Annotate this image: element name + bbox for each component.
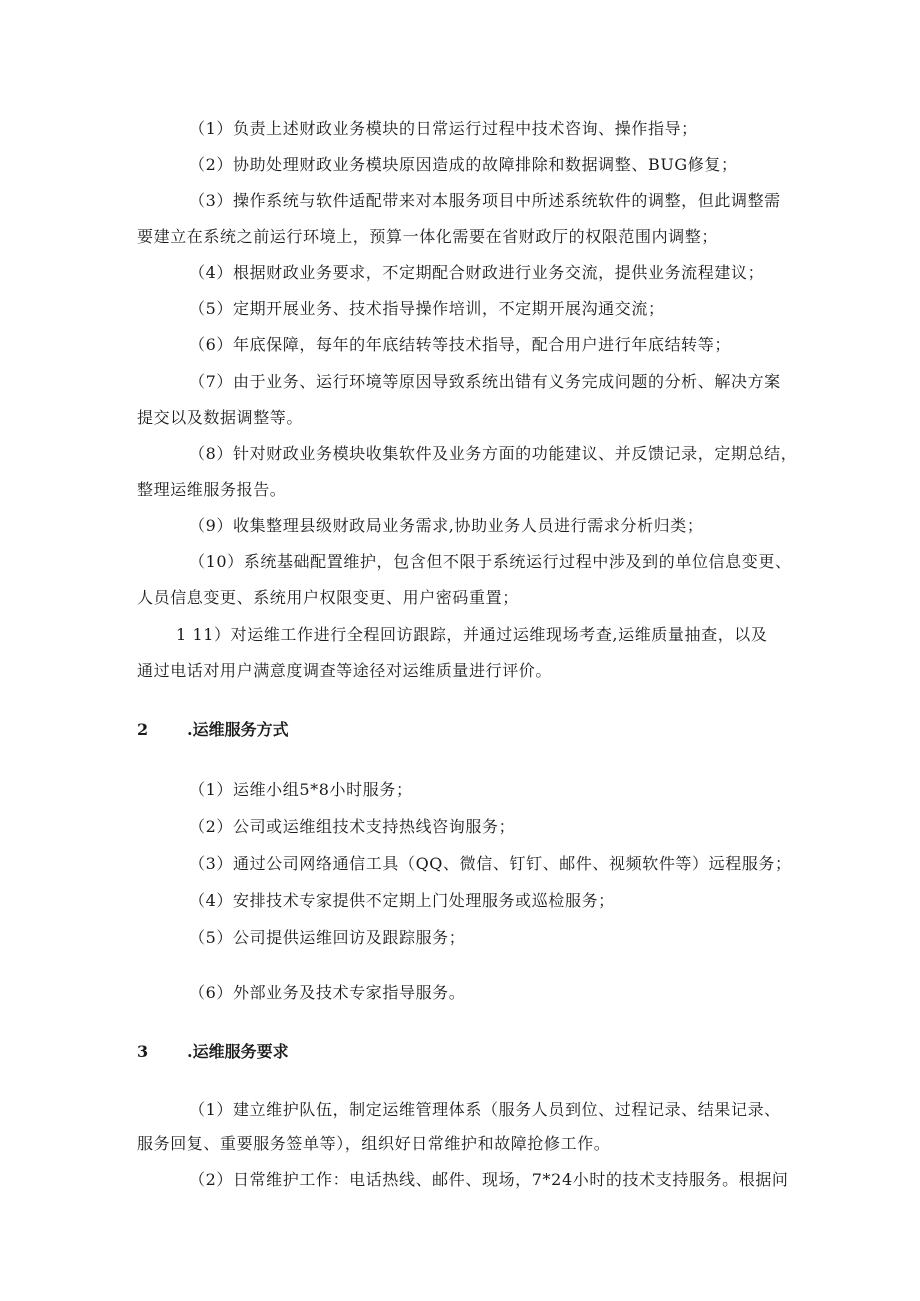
list-item: （2）公司或运维组技术支持热线咨询服务； bbox=[189, 817, 516, 836]
section-number: 3 bbox=[137, 1042, 149, 1061]
list-item: （3）通过公司网络通信工具（QQ、微信、钉钉、邮件、视频软件等）远程服务； bbox=[189, 854, 792, 873]
list-item-1-line-2: 服务回复、重要服务签单等），组织好日常维护和故障抢修工作。 bbox=[137, 1134, 611, 1153]
list-item-5: （5）定期开展业务、技术指导操作培训，不定期开展沟通交流； bbox=[189, 299, 665, 318]
list-item-7-line-2: 提交以及数据调整等。 bbox=[137, 408, 304, 427]
list-item-8-line-1: （8）针对财政业务模块收集软件及业务方面的功能建议、并反馈记录，定期总结， bbox=[189, 444, 798, 463]
list-item-4: （4）根据财政业务要求，不定期配合财政进行业务交流，提供业务流程建议； bbox=[189, 263, 765, 282]
list-item-11-line-2: 通过电话对用户满意度调查等途径对运维质量进行评价。 bbox=[137, 661, 553, 680]
list-item-3-line-1: （3）操作系统与软件适配带来对本服务项目中所述系统软件的调整，但此调整需 bbox=[189, 191, 781, 210]
list-item-10-line-1: （10）系统基础配置维护，包含但不限于系统运行过程中涉及到的单位信息变更、 bbox=[189, 552, 792, 571]
list-item-11-line-1: 1 11）对运维工作进行全程回访跟踪，并通过运维现场考查,运维质量抽查，以及 bbox=[176, 625, 768, 644]
list-item: （6）外部业务及技术专家指导服务。 bbox=[189, 983, 466, 1002]
list-item-8-line-2: 整理运维服务报告。 bbox=[137, 480, 287, 499]
list-item-1-line-1: （1）建立维护队伍，制定运维管理体系（服务人员到位、过程记录、结果记录、 bbox=[189, 1100, 781, 1119]
list-item-1: （1）负责上述财政业务模块的日常运行过程中技术咨询、操作指导； bbox=[189, 119, 698, 138]
section-number: 2 bbox=[137, 720, 149, 739]
list-item: （1）运维小组5*8小时服务； bbox=[189, 780, 413, 799]
list-item: （5）公司提供运维回访及跟踪服务； bbox=[189, 928, 466, 947]
section-heading-2 bbox=[137, 720, 387, 740]
list-item-2-line-1: （2）日常维护工作：电话热线、邮件、现场，7*24小时的技术支持服务。根据问 bbox=[189, 1170, 789, 1189]
list-item-10-line-2: 人员信息变更、系统用户权限变更、用户密码重置； bbox=[137, 588, 519, 607]
section-title: .运维服务方式 bbox=[187, 720, 289, 739]
list-item-9: （9）收集整理县级财政局业务需求,协助业务人员进行需求分析归类； bbox=[189, 516, 704, 535]
section-title: .运维服务要求 bbox=[187, 1042, 289, 1061]
list-item-7-line-1: （7）由于业务、运行环境等原因导致系统出错有义务完成问题的分析、解决方案 bbox=[189, 372, 781, 391]
list-item-3-line-2: 要建立在系统之前运行环境上，预算一体化需要在省财政厅的权限范围内调整； bbox=[137, 227, 719, 246]
list-item-6: （6）年底保障，每年的年底结转等技术指导，配合用户进行年底结转等； bbox=[189, 335, 731, 354]
list-item: （4）安排技术专家提供不定期上门处理服务或巡检服务； bbox=[189, 891, 615, 910]
section-heading-3 bbox=[137, 1042, 387, 1062]
list-item-2: （2）协助处理财政业务模块原因造成的故障排除和数据调整、BUG修复； bbox=[189, 155, 738, 174]
